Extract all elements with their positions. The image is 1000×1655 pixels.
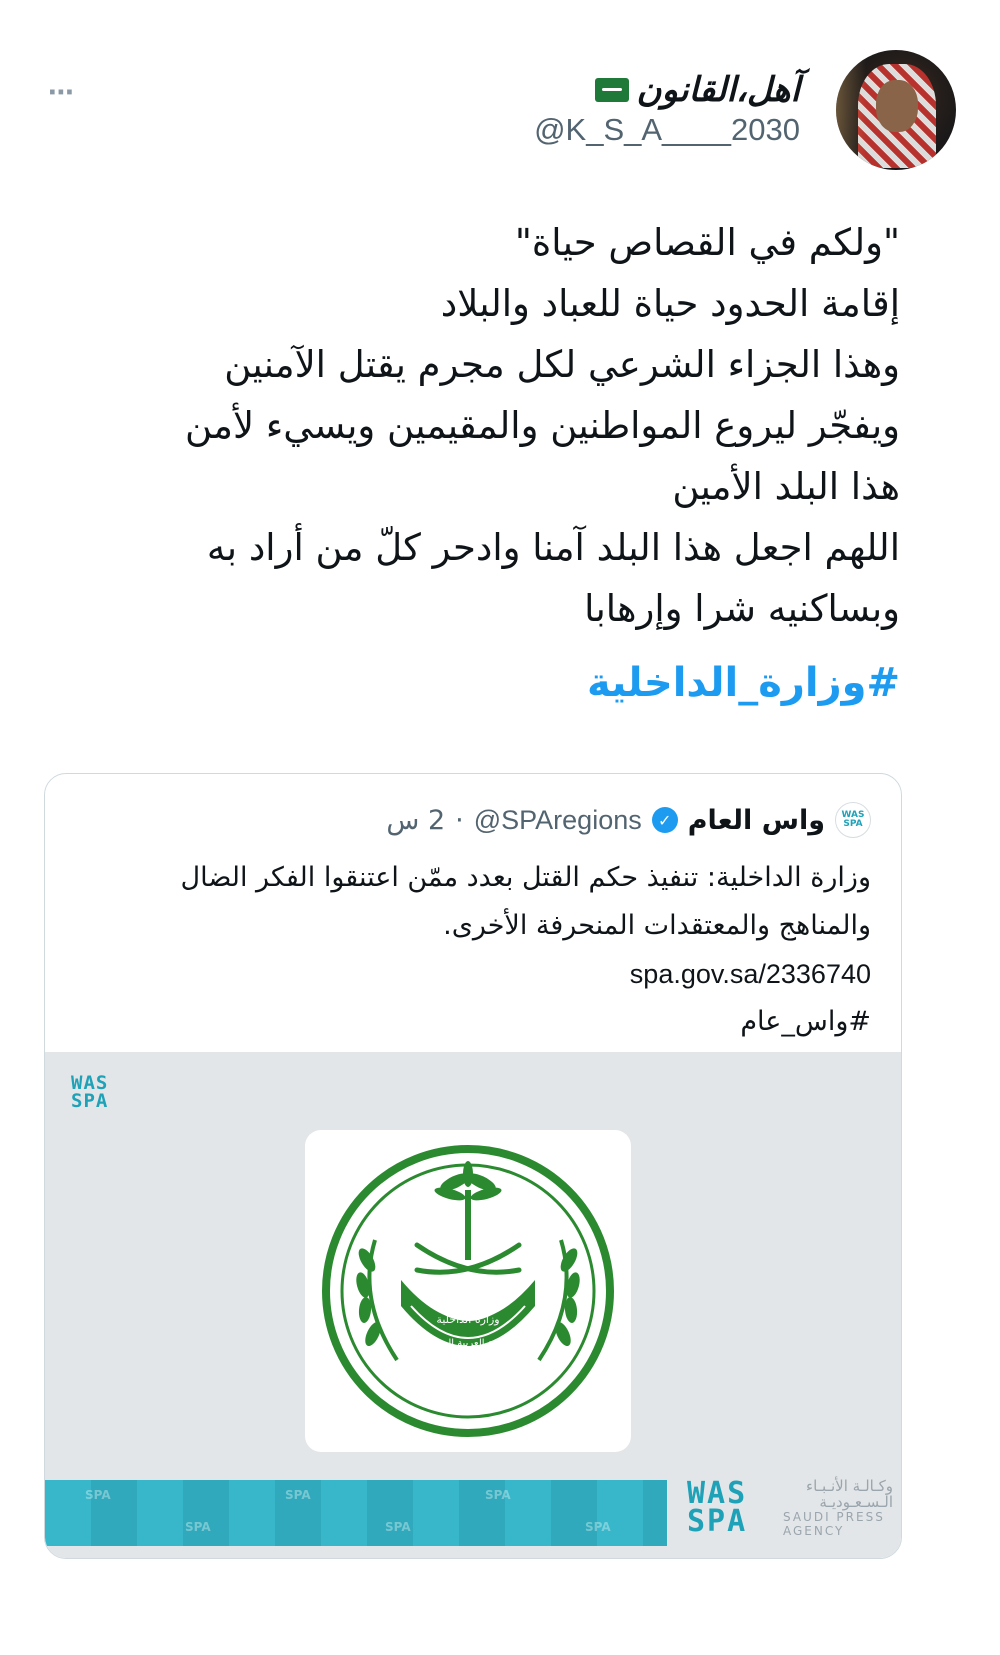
spa-arabic-line: وكـالـة الأنـبـاء: [806, 1477, 893, 1495]
quoted-timestamp[interactable]: 2 س: [386, 804, 446, 836]
spa-footer-text: [783, 1478, 893, 1538]
quoted-tweet-text: [71, 854, 871, 1046]
separator-dot: ·: [455, 804, 464, 836]
quoted-hashtag-link[interactable]: #واس_عام: [740, 1006, 871, 1037]
band-watermark: SPA: [385, 1520, 411, 1534]
quoted-media-image[interactable]: [45, 1052, 902, 1559]
more-options-icon[interactable]: ⋯: [48, 78, 77, 108]
quoted-display-name[interactable]: واس العام: [687, 804, 825, 836]
band-watermark: SPA: [185, 1520, 211, 1534]
quoted-url-link[interactable]: spa.gov.sa/2336740: [629, 959, 871, 989]
spa-english-line: SAUDI PRESS: [783, 1510, 885, 1524]
spa-footer-band: [45, 1480, 667, 1546]
spa-logo-footer: WAS SPA: [687, 1476, 748, 1539]
spa-english-line: AGENCY: [783, 1524, 845, 1538]
tweet-text-line: ويفجّر ليروع المواطنين والمقيمين ويسيء لأمن: [185, 404, 900, 447]
tweet-text-line: "ولكم في القصاص حياة": [514, 221, 900, 264]
spa-logo-top: WAS SPA: [71, 1072, 109, 1112]
quoted-text-line: والمناهج والمعتقدات المنحرفة الأخرى.: [443, 910, 871, 941]
tweet-text-line: اللهم اجعل هذا البلد آمنا وادحر كلّ من أراد به: [206, 526, 900, 569]
tweet-text-line: وهذا الجزاء الشرعي لكل مجرم يقتل الآمنين: [224, 343, 900, 386]
emblem-card: [305, 1130, 631, 1452]
ministry-interior-emblem-icon: [305, 1130, 631, 1452]
band-watermark: SPA: [85, 1488, 111, 1502]
spa-arabic-line: الـسـعـوديـة: [819, 1493, 893, 1511]
avatar-face: [876, 80, 918, 132]
verified-badge-icon: ✓: [652, 807, 678, 833]
avatar-light: [836, 50, 866, 170]
band-watermark: SPA: [585, 1520, 611, 1534]
emblem-text-ministry: وزارة الداخلية: [436, 1313, 500, 1326]
spa-avatar-icon[interactable]: WAS SPA: [835, 802, 871, 838]
emblem-text-kingdom: المملكة العربية السعودية: [416, 1338, 520, 1349]
saudi-flag-icon: [595, 78, 629, 102]
tweet-text: [80, 212, 900, 639]
tweet-text-line: وبساكنيه شرا وإرهابا: [584, 587, 900, 630]
author-display-name[interactable]: آهل،القانون: [636, 70, 800, 110]
quoted-text-line: وزارة الداخلية: تنفيذ حكم القتل بعدد ممّن اعتنقوا الفكر الضال: [180, 862, 871, 893]
avatar[interactable]: [836, 50, 956, 170]
quoted-tweet-card[interactable]: [44, 773, 902, 1559]
quoted-tweet-header: [386, 802, 871, 838]
quoted-handle[interactable]: @SPAregions: [473, 804, 642, 835]
author-handle[interactable]: @K_S_A____2030: [534, 112, 800, 147]
author-name-row[interactable]: [595, 70, 800, 110]
band-watermark: SPA: [485, 1488, 511, 1502]
tweet-text-line: هذا البلد الأمين: [672, 465, 900, 508]
tweet-text-line: إقامة الحدود حياة للعباد والبلاد: [440, 282, 900, 325]
band-watermark: SPA: [285, 1488, 311, 1502]
tweet-hashtag-link[interactable]: #وزارة_الداخلية: [586, 660, 900, 706]
